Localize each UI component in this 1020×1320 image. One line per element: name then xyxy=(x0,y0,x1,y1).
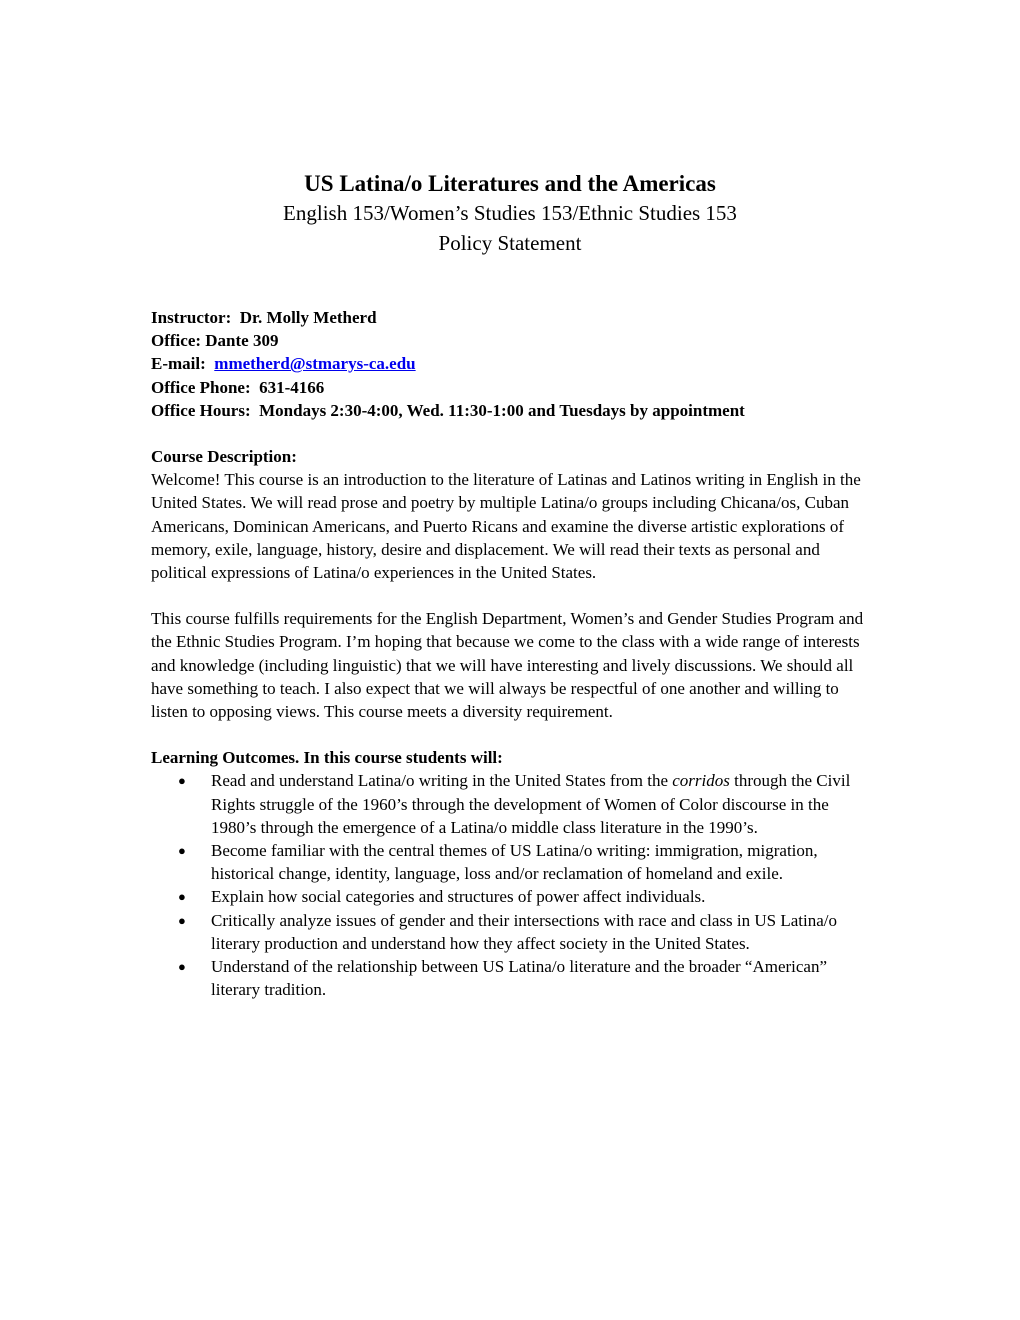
phone-line xyxy=(151,376,871,399)
list-item xyxy=(151,769,871,839)
list-item xyxy=(151,955,871,1001)
description-paragraph-2: This course fulfills requirements for the English Department, Women’s and Gender Studies Program and the Ethnic Studies Program. I’m hoping that because we come to the class with a wide range of interests and knowledge (including linguistic) that we will have interesting and lively discussions. We should all have something to teach. I also expect that we will always be respectful of one another and willing to listen to opposing views. This course meets a diversity requirement. xyxy=(151,609,864,722)
outcome-5-text: Understand of the relationship between US Latina/o literature and the broader “American” literary tradition. xyxy=(211,957,828,1000)
document-type: Policy Statement xyxy=(438,231,582,255)
instructor-name: Dr. Molly Metherd xyxy=(239,308,377,327)
email-line xyxy=(151,352,871,375)
phone-value: 631-4166 xyxy=(259,377,325,397)
instructor-label: Instructor: xyxy=(151,308,232,327)
outcome-2-text: Become familiar with the central themes of US Latina/o writing: immigration, migration, historical change, identity, language, loss and/or reclamation of homeland and exile. xyxy=(211,841,818,884)
list-item xyxy=(151,885,871,908)
course-codes: English 153/Women’s Studies 153/Ethnic Studies 153 xyxy=(283,201,737,225)
instructor-line xyxy=(151,306,871,329)
hours-value: Mondays 2:30-4:00, Wed. 11:30-1:00 and Tuesdays by appointment xyxy=(259,400,745,420)
course-description-heading: Course Description: xyxy=(151,447,297,467)
bullet-icon: ● xyxy=(178,773,186,789)
document-title: US Latina/o Literatures and the Americas xyxy=(304,171,716,196)
bullet-icon: ● xyxy=(178,889,186,905)
office-label: Office: xyxy=(151,331,202,351)
bullet-icon: ● xyxy=(178,959,186,975)
learning-outcomes-list xyxy=(151,769,871,1001)
outcome-1-text-end: through the Civil Rights struggle of the 1960’s through the development of Women of Color discourse in the 1980’s through the emergence of a Latina/o middle class literature in the 1990’s. xyxy=(211,771,851,837)
phone-label: Office Phone: xyxy=(151,377,251,397)
bullet-icon: ● xyxy=(178,912,186,928)
learning-outcomes-heading: Learning Outcomes. In this course students will: xyxy=(151,748,503,768)
email-link[interactable]: mmetherd@stmarys-ca.edu xyxy=(214,354,416,374)
email-label: E-mail: xyxy=(151,354,206,374)
hours-label: Office Hours: xyxy=(151,400,251,420)
outcome-1-emphasis: corridos xyxy=(672,771,730,791)
bullet-icon: ● xyxy=(178,843,186,859)
list-item xyxy=(151,839,871,885)
office-line xyxy=(151,329,871,352)
office-hours-line xyxy=(151,399,871,422)
outcome-4-text: Critically analyze issues of gender and their intersections with race and class in US Latina/o literary production and understand how they affect society in the United States. xyxy=(211,910,837,953)
title-block xyxy=(0,170,1020,258)
list-item xyxy=(151,909,871,955)
office-value: Dante 309 xyxy=(205,331,279,351)
description-paragraph-1: Welcome! This course is an introduction to the literature of Latinas and Latinos writing in English in the United States. We will read prose and poetry by multiple Latina/o groups including Chicana/os, Cuban Americans, Dominican Americans, and Puerto Ricans and examine the diverse artistic explorations of memory, exile, language, history, desire and displacement. We will read their texts as personal and political expressions of Latina/o experiences in the United States. xyxy=(151,470,861,583)
document-body xyxy=(151,306,871,1001)
outcome-3-text: Explain how social categories and structures of power affect individuals. xyxy=(211,887,706,907)
outcome-1-text: Read and understand Latina/o writing in the United States from the xyxy=(211,771,673,791)
